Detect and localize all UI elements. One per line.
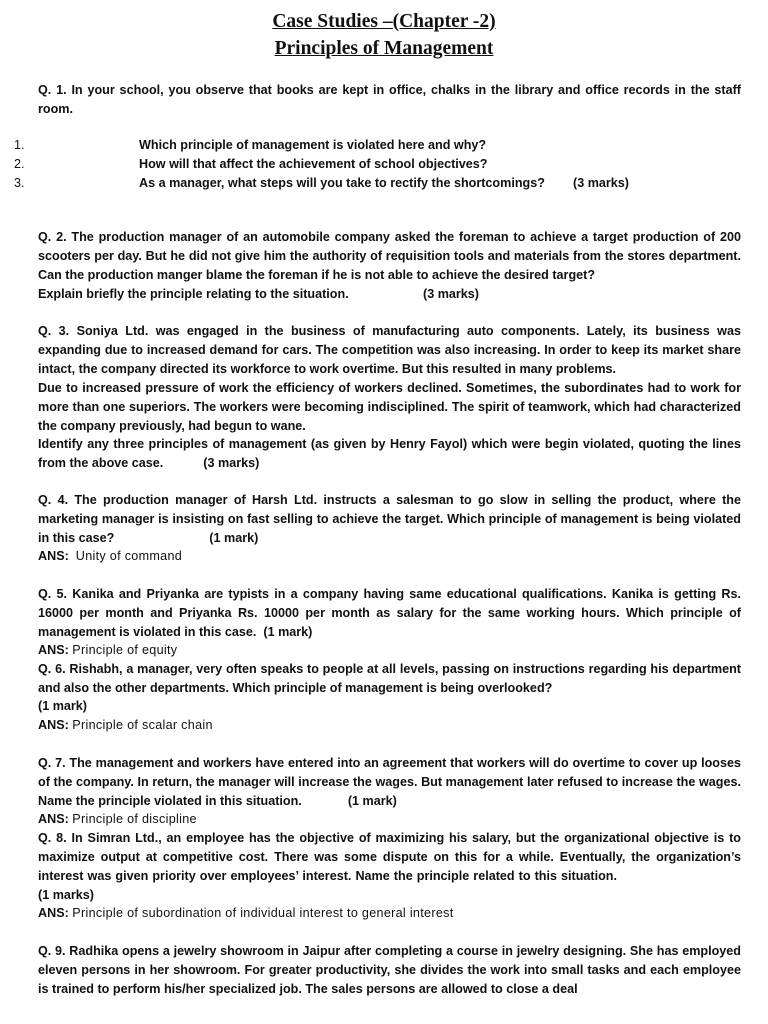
q6-marks: (1 mark): [38, 699, 87, 713]
q1-sub-3-number: 3.: [14, 176, 25, 190]
page-title-subject: Principles of Management: [274, 38, 494, 59]
q6-answer: [38, 716, 213, 735]
q8-marks: (1 marks): [38, 887, 95, 902]
question-4-text: [38, 491, 741, 548]
question-7-text: [38, 754, 741, 811]
question-5-text: [38, 585, 741, 642]
q4-marks: (1 mark): [209, 530, 259, 545]
q5-answer-label: ANS:: [38, 643, 69, 657]
q8-answer-label: ANS:: [38, 906, 69, 920]
question-3-text-1: Q. 3. Soniya Ltd. was engaged in the business of manufacturing auto components. Lately, its business was expanding due to increased demand for cars. The competition was also increasing. In order to keep its market share intact, the company directed its workforce to work overtime. But this resulted in many problems.: [38, 324, 741, 376]
q7-marks: (1 mark): [347, 793, 397, 808]
q1-sub-2-text: How will that affect the achievement of school objectives?: [139, 157, 488, 171]
q7-answer-label: ANS:: [38, 812, 69, 826]
question-3-prompt: Identify any three principles of management (as given by Henry Fayol) which were begin violated, quoting the lines from the above case.: [38, 437, 741, 470]
question-8-text: [38, 829, 741, 905]
q1-sub-1-number: 1.: [14, 138, 25, 152]
question-3-text-3: [38, 435, 741, 473]
question-9-text: Q. 9. Radhika opens a jewelry showroom in Jaipur after completing a course in jewelry designing. She has employed eleven persons in her showroom. For greater productivity, she divides the work into small tasks and each employee is trained to perform his/her specialized job. The sales persons are allowed to close a deal: [38, 944, 741, 996]
q1-sub-1-text: Which principle of management is violated here and why?: [139, 138, 487, 152]
q8-answer-text: Principle of subordination of individual interest to general interest: [72, 906, 454, 920]
question-2-text: Q. 2. The production manager of an automobile company asked the foreman to achieve a target production of 200 scooters per day. But he did not give him the authority of requisition tools and materials from the stores department. Can the production manger blame the foreman if he is not able to achieve the desired target?: [38, 230, 741, 282]
q1-sub-3-text: As a manager, what steps will you take to rectify the shortcomings?: [139, 176, 545, 190]
q7-answer-text: Principle of discipline: [72, 812, 197, 826]
q6-answer-label: ANS:: [38, 718, 69, 732]
q4-answer-text: Unity of command: [75, 549, 183, 563]
q8-answer: [38, 904, 454, 923]
page-title-chapter: Case Studies –(Chapter -2): [272, 11, 496, 32]
q1-marks: (3 marks): [573, 176, 630, 190]
q4-answer: [38, 547, 182, 566]
question-3-text-2: Due to increased pressure of work the efficiency of workers declined. Sometimes, the subordinates had to work for more than one superiors. The workers were becoming indisciplined. The spirit of teamwork, which had characterized the company previously, had begun to wane.: [38, 381, 741, 433]
question-8-body: Q. 8. In Simran Ltd., an employee has the objective of maximizing his salary, but the organizational objective is to maximize output at competitive cost. There was some dispute on this for a while. Eventually, the organization’s interest was given priority over employees’ interest. Name the principle related to this situation.: [38, 831, 741, 883]
q7-answer: [38, 810, 197, 829]
q5-answer-text: Principle of equity: [72, 643, 178, 657]
q5-marks: (1 mark): [263, 624, 313, 639]
q3-marks: (3 marks): [203, 455, 260, 470]
q5-answer: [38, 641, 177, 660]
question-2-prompt: Explain briefly the principle relating to the situation.: [38, 287, 349, 301]
question-7-body: Q. 7. The management and workers have entered into an agreement that workers will do overtime to cover up looses of the company. In return, the manager will increase the wages. But management later refused to increase the wages. Name the principle violated in this situation.: [38, 756, 741, 808]
question-5-body: Q. 5. Kanika and Priyanka are typists in a company having same educational qualifications. Kanika is getting Rs. 16000 per month and Priyanka Rs. 10000 per month as salary for the same working hours. Which principle of management is violated in this case.: [38, 587, 741, 639]
q6-answer-text: Principle of scalar chain: [72, 718, 213, 732]
q1-sub-2-number: 2.: [14, 157, 25, 171]
q4-answer-label: ANS:: [38, 549, 69, 563]
question-4-body: Q. 4. The production manager of Harsh Ltd. instructs a salesman to go slow in selling the product, where the marketing manager is insisting on fast selling to achieve the target. Which principle of management is being violated in this case?: [38, 493, 741, 545]
question-1-text: Q. 1. In your school, you observe that books are kept in office, chalks in the library and office records in the staff room.: [38, 83, 741, 116]
question-6-text: Q. 6. Rishabh, a manager, very often speaks to people at all levels, passing on instructions regarding his department and also the other departments. Which principle of management is being overlooked?: [38, 662, 741, 695]
q2-marks: (3 marks): [423, 287, 480, 301]
